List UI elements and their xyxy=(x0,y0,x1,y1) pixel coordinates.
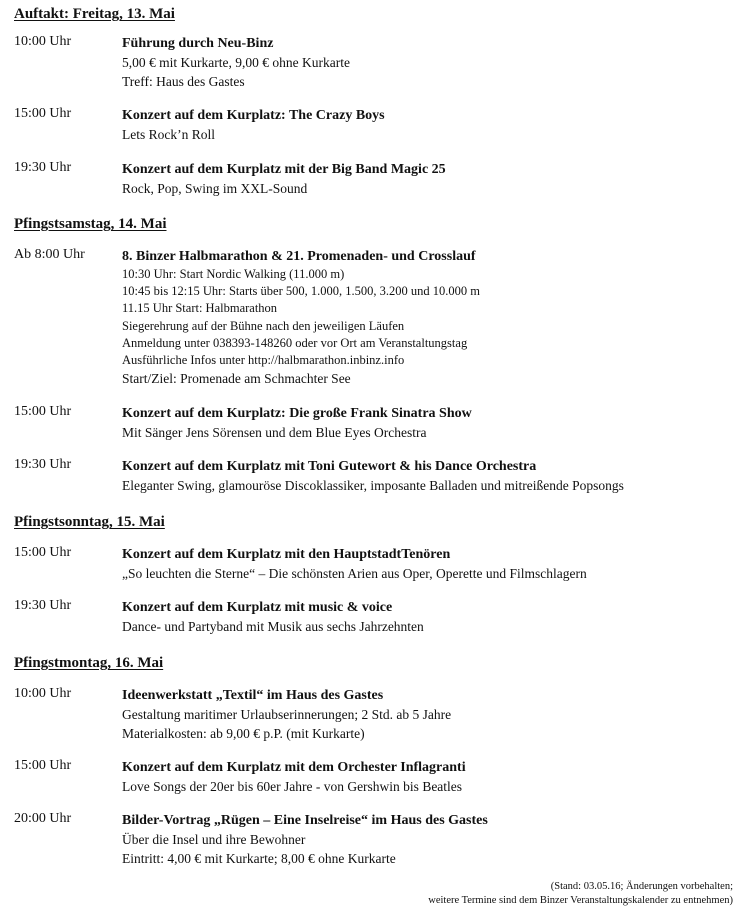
event-detail: Lets Rock’n Roll xyxy=(122,127,215,142)
event-detail: 10:45 bis 12:15 Uhr: Starts über 500, 1.000, 1.500, 3.200 und 10.000 m xyxy=(122,284,480,299)
event-time: 10:00 Uhr xyxy=(14,34,72,49)
day-heading-monday: Pfingstmontag, 16. Mai xyxy=(14,655,164,671)
event-time: 10:00 Uhr xyxy=(14,686,72,701)
event-time: 20:00 Uhr xyxy=(14,811,72,826)
event-detail: „So leuchten die Sterne“ – Die schönsten Arien aus Oper, Operette und Filmschlagern xyxy=(122,566,587,581)
event-title: Konzert auf dem Kurplatz mit der Big Band Magic 25 xyxy=(122,162,446,177)
event-detail: Dance- und Partyband mit Musik aus sechs Jahrzehnten xyxy=(122,619,424,634)
event-body xyxy=(122,34,737,91)
footer-line: (Stand: 03.05.16; Änderungen vorbehalten; xyxy=(550,881,733,892)
event-body xyxy=(122,404,737,442)
event-body xyxy=(122,758,737,796)
event-time: 19:30 Uhr xyxy=(14,598,72,613)
event-title: Konzert auf dem Kurplatz: The Crazy Boys xyxy=(122,108,385,123)
event-body xyxy=(122,686,737,743)
event-detail: Anmeldung unter 038393-148260 oder vor Ort am Veranstaltungstag xyxy=(122,335,468,350)
event-title: Führung durch Neu-Binz xyxy=(122,36,274,51)
event-detail: Eintritt: 4,00 € mit Kurkarte; 8,00 € ohne Kurkarte xyxy=(122,851,396,866)
event-title: Bilder-Vortrag „Rügen – Eine Inselreise“ im Haus des Gastes xyxy=(122,813,488,828)
footer-line: weitere Termine sind dem Binzer Veranstaltungskalender zu entnehmen) xyxy=(428,895,733,906)
event-title: Konzert auf dem Kurplatz mit Toni Gutewort & his Dance Orchestra xyxy=(122,459,537,474)
event-title: 8. Binzer Halbmarathon & 21. Promenaden- und Crosslauf xyxy=(122,249,476,264)
event-body xyxy=(122,598,737,636)
event-title: Konzert auf dem Kurplatz mit music & voice xyxy=(122,600,393,615)
event-detail: Love Songs der 20er bis 60er Jahre - von Gershwin bis Beatles xyxy=(122,779,463,794)
footer-note xyxy=(428,880,733,908)
day-heading-friday: Auftakt: Freitag, 13. Mai xyxy=(14,6,175,22)
event-detail: 10:30 Uhr: Start Nordic Walking (11.000 m) xyxy=(122,267,345,281)
event-detail: Mit Sänger Jens Sörensen und dem Blue Eyes Orchestra xyxy=(122,425,427,440)
day-heading-sunday: Pfingstsonntag, 15. Mai xyxy=(14,514,165,530)
day-heading-saturday: Pfingstsamstag, 14. Mai xyxy=(14,216,167,232)
event-title: Konzert auf dem Kurplatz mit dem Orchester Inflagranti xyxy=(122,760,466,775)
event-time: Ab 8:00 Uhr xyxy=(14,247,85,262)
event-detail: Siegerehrung auf der Bühne nach den jeweiligen Läufen xyxy=(122,318,405,333)
event-detail: Über die Insel und ihre Bewohner xyxy=(122,832,306,847)
event-time: 15:00 Uhr xyxy=(14,106,72,121)
event-detail: Treff: Haus des Gastes xyxy=(122,74,245,89)
event-title: Konzert auf dem Kurplatz: Die große Frank Sinatra Show xyxy=(122,406,472,421)
event-detail: Gestaltung maritimer Urlaubserinnerungen; 2 Std. ab 5 Jahre xyxy=(122,707,452,722)
event-time: 15:00 Uhr xyxy=(14,758,72,773)
event-detail: Rock, Pop, Swing im XXL-Sound xyxy=(122,181,308,196)
event-detail: Materialkosten: ab 9,00 € p.P. (mit Kurkarte) xyxy=(122,726,365,741)
event-time: 15:00 Uhr xyxy=(14,404,72,419)
event-time: 19:30 Uhr xyxy=(14,457,72,472)
event-detail: Ausführliche Infos unter http://halbmarathon.inbinz.info xyxy=(122,353,405,368)
event-body xyxy=(122,457,737,495)
event-body xyxy=(122,811,737,868)
event-body xyxy=(122,160,737,198)
event-detail: 11.15 Uhr Start: Halbmarathon xyxy=(122,301,278,316)
event-time: 19:30 Uhr xyxy=(14,160,72,175)
event-body xyxy=(122,545,737,583)
event-detail: 5,00 € mit Kurkarte, 9,00 € ohne Kurkarte xyxy=(122,55,350,70)
event-title: Konzert auf dem Kurplatz mit den HauptstadtTenören xyxy=(122,547,451,562)
event-title: Ideenwerkstatt „Textil“ im Haus des Gastes xyxy=(122,688,384,703)
event-body xyxy=(122,106,737,144)
event-time: 15:00 Uhr xyxy=(14,545,72,560)
event-body xyxy=(122,247,737,388)
event-detail: Eleganter Swing, glamouröse Discoklassiker, imposante Balladen und mitreißende Popsongs xyxy=(122,478,624,493)
event-detail: Start/Ziel: Promenade am Schmachter See xyxy=(122,371,351,387)
